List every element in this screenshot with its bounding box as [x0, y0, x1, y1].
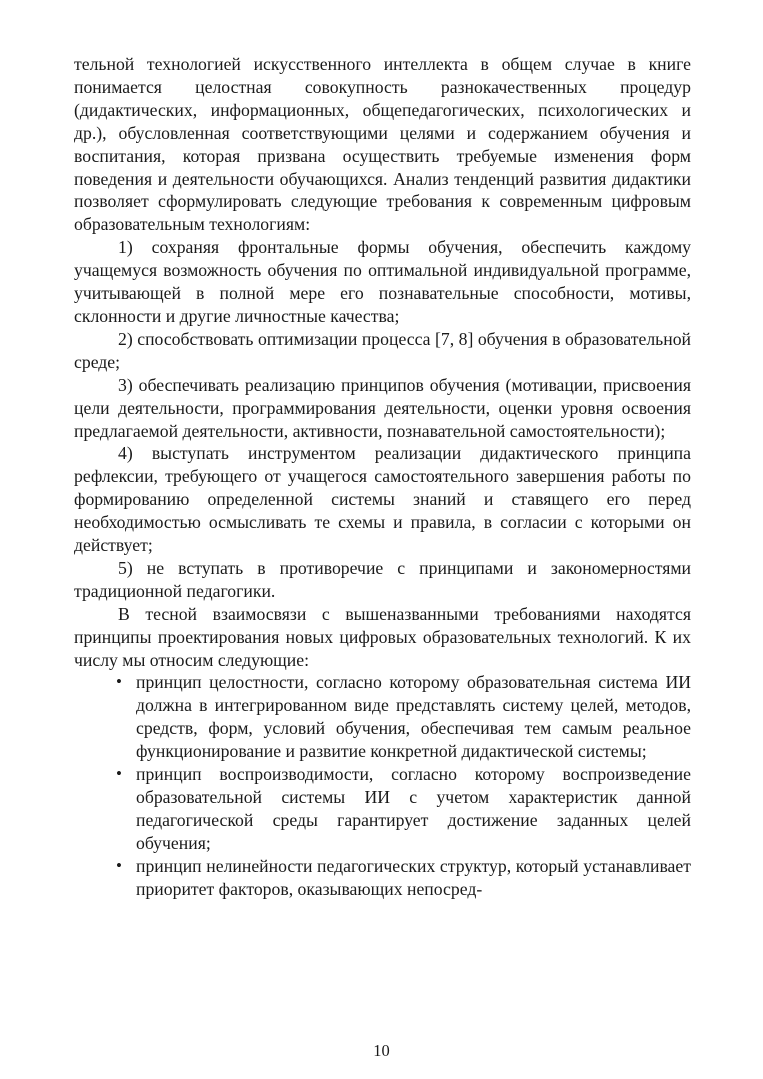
- list-item-text: принцип целостности, согласно которому образовательная система ИИ должна в интегрированном виде представлять систему целей, методов, средств, форм, условий обучения, обеспечивая тем самым реальное функционирование и развитие конкретной дидактической системы;: [136, 672, 691, 762]
- list-item: [74, 671, 691, 763]
- requirement-4: 4) выступать инструментом реализации дидактического принципа рефлексии, требующего от учащегося самостоятельного завершения работы по формированию определенной системы знаний и ставящего его перед необходимостью осмысливать те схемы и правила, в согласии с которыми он действует;: [74, 443, 691, 556]
- bullet-icon: •: [116, 764, 122, 784]
- list-item: [74, 855, 691, 901]
- bullet-icon: •: [116, 672, 122, 692]
- principles-intro: В тесной взаимосвязи с вышеназванными требованиями находятся принципы проектирования новых цифровых образовательных технологий. К их числу мы относим следующие:: [74, 603, 691, 670]
- page-number: 10: [373, 1041, 390, 1060]
- requirement-2: 2) способствовать оптимизации процесса [7, 8] обучения в образовательной среде;: [74, 328, 691, 372]
- paragraph-intro: тельной технологией искусственного интеллекта в общем случае в книге понимается целостная совокупность разнокачественных процедур (дидактических, информационных, общепедагогических, психологических и др.), обусловленная соответствующими целями и содержанием обучения и воспитания, которая призвана осуществить требуемые изменения форм поведения и деятельности обучающихся. Анализ тенденций развития дидактики позволяет сформулировать следующие требования к современным цифровым образовательным технологиям:: [74, 54, 691, 235]
- list-item-text: принцип нелинейности педагогических структур, который устанавливает приоритет факторов, оказывающих непосред-: [136, 855, 691, 899]
- list-item: [74, 763, 691, 855]
- requirement-5: 5) не вступать в противоречие с принципами и закономерностями традиционной педагогики.: [74, 557, 691, 601]
- bullet-icon: •: [116, 855, 122, 875]
- principles-list: [74, 671, 691, 900]
- list-item-text: принцип воспроизводимости, согласно которому воспроизведение образовательной системы ИИ с учетом характеристик данной педагогической среды гарантирует достижение заданных целей обучения;: [136, 764, 691, 853]
- requirement-3: 3) обеспечивать реализацию принципов обучения (мотивации, присвоения цели деятельности, программирования деятельности, оценки уровня освоения предлагаемой деятельности, активности, познавательной самостоятельности);: [74, 374, 691, 441]
- requirement-1: 1) сохраняя фронтальные формы обучения, обеспечить каждому учащемуся возможность обучения по оптимальной индивидуальной программе, учитывающей в полной мере его познавательные способности, мотивы, склонности и другие личностные качества;: [74, 237, 691, 326]
